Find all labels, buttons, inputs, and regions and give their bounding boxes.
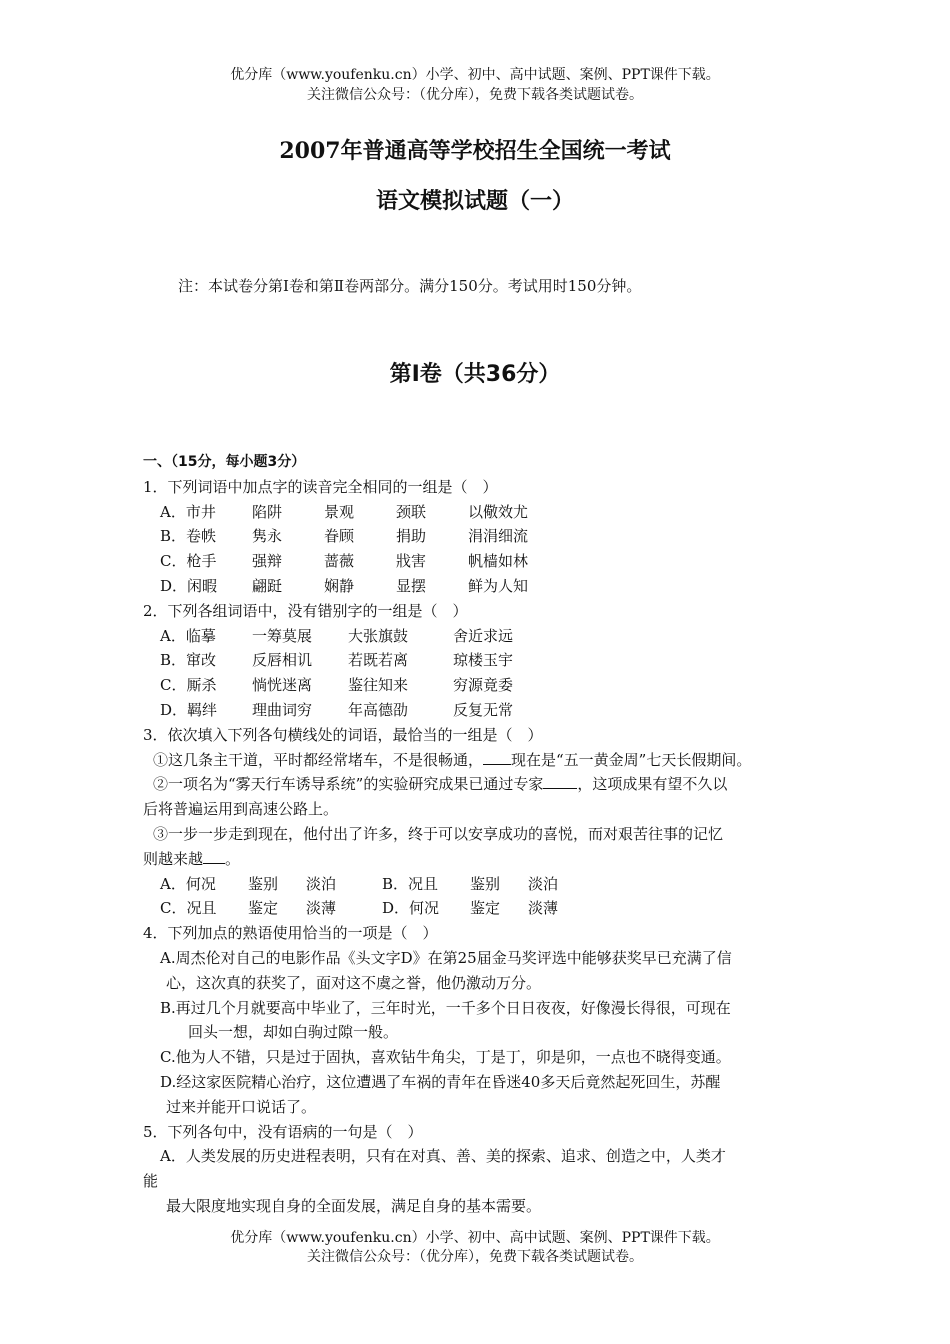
- q2-stem: 2．下列各组词语中，没有错别字的一组是（ ）: [143, 601, 468, 620]
- q4-option-a-cont: 心，这次真的获奖了，面对这不虞之誉，他仍激动万分。: [166, 973, 542, 992]
- q3-s1-text: 现在是“五一黄金周”七天长假期间。: [511, 750, 752, 769]
- q3-option: 淡泊: [306, 874, 337, 893]
- q2-word: 大张旗鼓: [348, 626, 409, 645]
- q2-word: B．窜改: [160, 651, 217, 670]
- q2-word: 一筹莫展: [252, 626, 313, 645]
- q2-word: 琼楼玉宇: [453, 651, 514, 670]
- q3-option: D．何况: [382, 899, 440, 918]
- q3-option: 鉴定: [470, 899, 501, 918]
- q1-word: 颈联: [396, 502, 427, 521]
- q2-option-c: [143, 673, 813, 698]
- q3-option: 淡泊: [528, 874, 559, 893]
- q1-word: 蔷薇: [324, 552, 355, 571]
- q1-stem: 1．下列词语中加点字的读音完全相同的一组是（ ）: [143, 477, 498, 496]
- q3-sentence-1: [143, 748, 813, 773]
- q2-option-b: [143, 648, 813, 673]
- q2-word: 反复无常: [453, 700, 514, 719]
- q2-word: A．临摹: [160, 626, 216, 645]
- q2-word: 舍近求远: [453, 626, 514, 645]
- q1-word: 显摆: [396, 576, 427, 595]
- q2-word: 若既若离: [348, 651, 409, 670]
- q4-option-c: C.他为人不错，只是过于固执，喜欢钻牛角尖，丁是丁，卯是卯，一点也不晓得变通。: [160, 1048, 731, 1067]
- q3-stem: 3．依次填入下列各句横线处的词语，最恰当的一组是（ ）: [143, 725, 543, 744]
- q3-option: A．何况: [160, 874, 216, 893]
- q2-word: 鉴往知来: [348, 676, 409, 695]
- q1-word: 以儆效尤: [468, 502, 529, 521]
- q4-option-b-cont: 回头一想，却如白驹过隙一般。: [188, 1023, 399, 1042]
- q3-options-row-1: [143, 872, 813, 897]
- q3-s3-text: 。: [225, 849, 241, 868]
- q2-option-d: [143, 698, 813, 723]
- q2-word: 年高德劭: [348, 700, 409, 719]
- q2-word: 惝恍迷离: [252, 676, 313, 695]
- q3-option: 鉴定: [248, 899, 279, 918]
- q3-blank-2: [543, 774, 577, 789]
- q3-option: B．况且: [382, 874, 439, 893]
- exam-note: 注：本试卷分第Ⅰ卷和第Ⅱ卷两部分。满分150分。考试用时150分钟。: [178, 277, 642, 295]
- q4-option-b: B.再过几个月就要高中毕业了，三年时光，一千多个日日夜夜，好像漫长得很，可现在: [160, 998, 731, 1017]
- q3-option: 鉴别: [470, 874, 501, 893]
- q1-word: 陷阱: [252, 502, 283, 521]
- exam-subtitle: 语文模拟试题（一）: [375, 189, 574, 214]
- q4-option-d-cont: 过来并能开口说话了。: [166, 1097, 317, 1116]
- q2-word: D．羁绊: [160, 700, 218, 719]
- q4-option-a: A.周杰伦对自己的电影作品《头文字D》在第25届金马奖评选中能够获奖早已充满了信: [160, 948, 732, 967]
- q1-word: 捐助: [396, 527, 427, 546]
- q1-word: 景观: [324, 502, 355, 521]
- q3-sentence-2: [143, 772, 813, 797]
- footer-line-2: 关注微信公众号：（优分库），免费下载各类试题试卷。: [307, 1249, 643, 1265]
- q1-word: 鲜为人知: [468, 576, 529, 595]
- q3-s2-text: ②一项名为“雾天行车诱导系统”的实验研究成果已通过专家: [153, 775, 544, 794]
- q1-option-d: [143, 574, 813, 599]
- q3-option: 淡薄: [306, 899, 337, 918]
- q3-s2-text: ，这项成果有望不久以: [577, 775, 728, 794]
- q3-option: 淡薄: [528, 899, 559, 918]
- q3-sentence-3: ③一步一步走到现在，他付出了许多，终于可以安享成功的喜悦，而对艰苦往事的记忆: [153, 824, 724, 843]
- q1-word: 翩跹: [252, 576, 283, 595]
- q3-s1-text: ①这几条主干道，平时都经常堵车，不是很畅通，: [153, 750, 484, 769]
- q1-word: 帆樯如林: [468, 552, 529, 571]
- q1-word: A．市井: [160, 502, 216, 521]
- footer-line-1: 优分库（www.youfenku.cn）小学、初中、高中试题、案例、PPT课件下载。: [230, 1230, 720, 1246]
- q3-s3-text: 则越来越: [143, 849, 204, 868]
- q1-word: B．卷帙: [160, 527, 217, 546]
- q4-option-d: D.经这家医院精心治疗，这位遭遇了车祸的青年在昏迷40多天后竟然起死回生，苏醒: [160, 1072, 721, 1091]
- q1-option-b: [143, 524, 813, 549]
- q3-option: C．况且: [160, 899, 217, 918]
- q3-blank-3: [203, 849, 225, 864]
- q2-word: C．厮杀: [160, 676, 217, 695]
- exam-title: 2007年普通高等学校招生全国统一考试: [279, 138, 671, 164]
- q2-word: 反唇相讥: [252, 651, 313, 670]
- q3-sentence-2-cont: 后将普遍运用到高速公路上。: [143, 800, 339, 819]
- q5-option-a-cont-2: 最大限度地实现自身的全面发展，满足自身的基本需要。: [166, 1196, 542, 1215]
- q5-stem: 5．下列各句中，没有语病的一句是（ ）: [143, 1122, 423, 1141]
- header-line-1: 优分库（www.youfenku.cn）小学、初中、高中试题、案例、PPT课件下载。: [230, 67, 720, 83]
- q1-word: D．闲暇: [160, 576, 218, 595]
- q1-option-c: [143, 549, 813, 574]
- section-heading: 一、（15分，每小题3分）: [143, 454, 306, 470]
- q3-sentence-3-cont: [143, 847, 813, 872]
- q1-word: 隽永: [252, 527, 283, 546]
- q3-option: 鉴别: [248, 874, 279, 893]
- q1-word: 眷顾: [324, 527, 355, 546]
- q1-option-a: [143, 500, 813, 525]
- question-content: [143, 450, 813, 1219]
- q4-stem: 4．下列加点的熟语使用恰当的一项是（ ）: [143, 924, 438, 943]
- header-line-2: 关注微信公众号：（优分库），免费下载各类试题试卷。: [307, 87, 643, 103]
- q1-word: 涓涓细流: [468, 527, 529, 546]
- q2-word: 理曲词穷: [252, 700, 313, 719]
- q3-options-row-2: [143, 896, 813, 921]
- q1-word: 娴静: [324, 576, 355, 595]
- q2-option-a: [143, 624, 813, 649]
- q2-word: 穷源竟委: [453, 676, 514, 695]
- q5-option-a-cont: 能: [143, 1172, 159, 1191]
- q1-word: C．枪手: [160, 552, 217, 571]
- q1-word: 强辩: [252, 552, 283, 571]
- q3-blank-1: [483, 750, 511, 765]
- volume-heading: 第Ⅰ卷（共36分）: [389, 362, 561, 387]
- q1-word: 戕害: [396, 552, 427, 571]
- q5-option-a: A．人类发展的历史进程表明，只有在对真、善、美的探索、追求、创造之中，人类才: [160, 1147, 726, 1166]
